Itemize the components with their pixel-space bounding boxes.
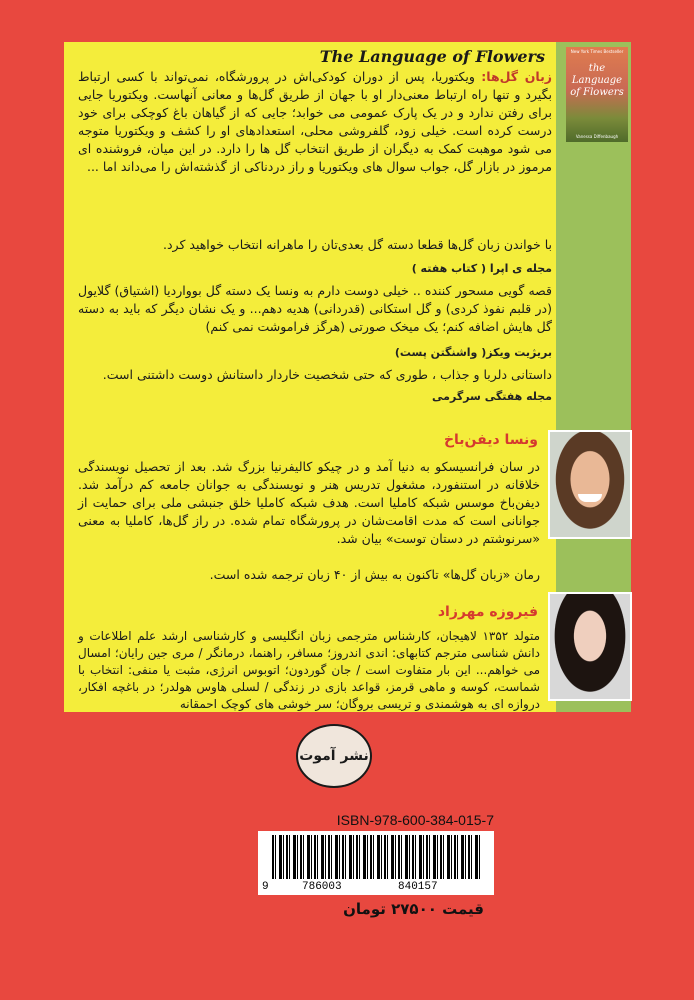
summary-text: ویکتوریا، پس از دوران کودکی‌اش در پرورشگاه، نمی‌تواند با کسی ارتباط بگیرد و تنها راه ارتباط معنی‌دار او با جهان از طریق گل‌ها و معانی آنهاست. ویکتوریا جایی برای رفتن ندارد و در یک پارک عمومی می خوابد؛ جایی که از گیاهان باغ کوچکی برای خود درست کرده است. خیلی زود، گلفروشی محلی، استعدادهای او را کشف و ویکتوریا متوجه می شود موهبت کمک به دیگران از طریق انتخاب گل ها را دارد. در این میان، فروشنده ای مرموز در بازار گل، جواب سوال های ویکتوریا و راز دردناکی از گذشته‌اش را می‌داند اما ... <box>78 69 552 174</box>
author-translation-note: رمان «زبان گل‌ها» تاکنون به بیش از ۴۰ زبان ترجمه شده است. <box>209 567 540 582</box>
cover-author: Vanessa Diffenbaugh <box>575 134 619 139</box>
book-title-english: The Language of Flowers <box>319 47 545 66</box>
translator-bio: متولد ۱۳۵۲ لاهیجان، کارشناس مترجمی زبان انگلیسی و کارشناسی ارشد علم اطلاعات و دانش شناسی مترجم کتابهای: اندی اندروز؛ مسافر، راهنما، درمانگر / مری جین رایان؛ امسال می خواهم... این بار متفاوت است / جان گوردون؛ اتوبوس انرژی، مثبت یا منفی: انتخاب با شماست، کوسه و ماهی قرمز، قواعد بازی در زندگی / لسلی هاوس هولدر؛ در باغچه افکار، دروازه ای به هوشمندی و تریسی بروگان؛ سر خوشی های کوچک احمقانه <box>78 629 540 711</box>
author-photo <box>548 430 632 539</box>
review-3-text: داستانی دلربا و جذاب ، طوری که حتی شخصیت خاردار داستانش دوست داشتنی است. <box>102 367 552 382</box>
price-label: قیمت ۲۷۵۰۰ تومان <box>343 900 484 918</box>
review-3-source: مجله هفتگی سرگرمی <box>432 390 552 403</box>
isbn-text: ISBN-978-600-384-015-7 <box>336 812 494 828</box>
barcode <box>258 831 494 895</box>
review-1-source: مجله ی اپرا ( کتاب هفته ) <box>411 262 552 275</box>
cover-tagline: New York Times Bestseller <box>570 49 624 54</box>
barcode-digits-right: 840157 <box>398 881 438 893</box>
review-2-text: قصه گویی مسحور کننده .. خیلی دوست دارم به ونسا یک دسته گل بوواردیا (اشتیاق) گلایول (در قلبم نفوذ کردی) و گل استکانی (قدردانی) هدیه دهم... و یک نشان دیگر که باید به دسته گل هایش اضافه کنم؛ یک میخک صورتی (هرگز فراموشت نمی کنم) <box>78 283 552 334</box>
summary-label: زبان گل‌ها: <box>481 69 552 84</box>
review-2-source: بریژیت ویکز( واشنگتن پست) <box>394 346 552 359</box>
review-1-text: با خواندن زبان گل‌ها قطعا دسته گل بعدی‌تان را ماهرانه انتخاب خواهید کرد. <box>163 237 552 252</box>
summary-paragraph <box>78 68 552 176</box>
cover-title: the Language of Flowers <box>570 63 624 98</box>
publisher-logo: نشر آموت <box>296 724 372 788</box>
translator-photo <box>548 592 632 701</box>
author-name: ونسا دیفن‌باخ <box>443 432 538 448</box>
barcode-bars <box>272 835 480 879</box>
book-cover-thumbnail <box>566 47 628 142</box>
barcode-digits-middle: 786003 <box>302 881 342 893</box>
translator-name: فیروزه مهرزاد <box>437 604 538 620</box>
author-bio: در سان فرانسیسکو به دنیا آمد و در چیکو کالیفرنیا بزرگ شد. بعد از تحصیل نویسندگی خلاقانه در استنفورد، مشغول تدریس هنر و نویسندگی به جوانان جامعه کم درآمد شد. دیفن‌باخ موسس شبکه کاملیا است. هدف شبکه کاملیا خلق جنبشی ملی برای حمایت از جوانانی است که مدت اقامت‌شان در پرورشگاه تمام شده. در راز گل‌ها، کاملیا به معنی «سرنوشتم در دستان توست» بیان شد. <box>78 459 540 546</box>
barcode-digit-left: 9 <box>262 881 269 893</box>
